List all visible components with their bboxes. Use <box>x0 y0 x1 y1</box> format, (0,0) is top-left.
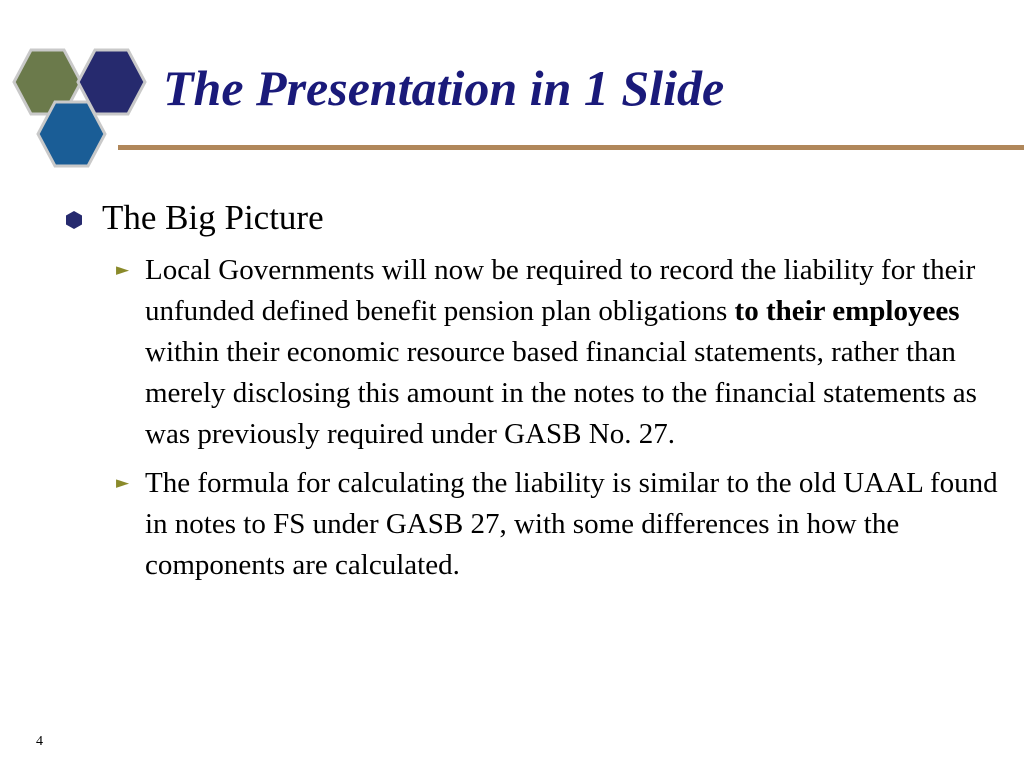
hexagon-cluster-logo <box>0 0 160 180</box>
sub-bullet-text-part: Local Governments will now be required to record the liability for their unfunded defined benefit pension plan obligations <box>145 254 976 327</box>
main-bullet-text: The Big Picture <box>102 198 324 237</box>
main-bullet <box>66 194 324 242</box>
sub-bullet-text <box>145 250 1005 455</box>
hexagon-bullet-icon <box>66 211 82 229</box>
triangle-arrow-icon: ► <box>116 260 130 280</box>
slide-title: The Presentation in 1 Slide <box>163 60 725 116</box>
sub-bullet-emphasis: to their employees <box>734 295 960 327</box>
sub-bullet-item <box>116 250 1006 455</box>
triangle-arrow-icon: ► <box>116 473 130 493</box>
sub-bullet-item <box>116 463 1006 586</box>
sub-bullet-text: The formula for calculating the liability is similar to the old UAAL found in notes to FS under GASB 27, with some differences in how the components are calculated. <box>145 467 998 581</box>
sub-bullet-text-part: within their economic resource based financial statements, rather than merely disclosing this amount in the notes to the financial statements as was previously required under GASB No. 27. <box>145 336 977 450</box>
page-number: 4 <box>36 734 43 749</box>
sub-bullet-list <box>116 250 1006 594</box>
title-divider <box>118 145 1024 150</box>
